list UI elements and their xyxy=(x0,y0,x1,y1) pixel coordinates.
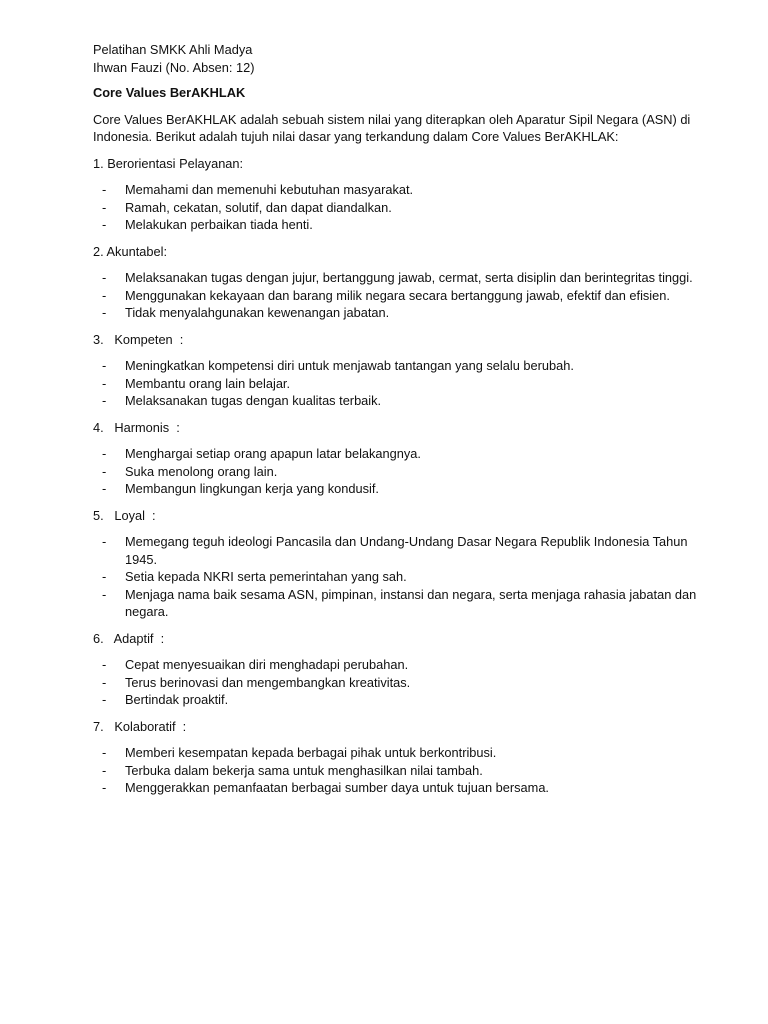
section-heading: 3. Kompeten : xyxy=(93,331,184,347)
value-section xyxy=(93,630,708,709)
value-section xyxy=(93,243,708,322)
value-section xyxy=(93,507,708,621)
list-item-text: Membantu orang lain belajar. xyxy=(125,375,291,391)
values-list xyxy=(93,155,708,797)
author-line: Ihwan Fauzi (No. Absen: 12) xyxy=(93,59,255,75)
list-item-text: Suka menolong orang lain. xyxy=(125,463,278,479)
bullet-dash: - xyxy=(102,446,107,461)
list-item-text: Menghargai setiap orang apapun latar belakangnya. xyxy=(125,446,421,461)
list-item-text: Melakukan perbaikan tiada henti. xyxy=(125,217,313,232)
bullet-dash: - xyxy=(102,586,107,602)
bullet-dash: - xyxy=(102,569,107,584)
bullet-dash: - xyxy=(102,674,107,690)
value-section xyxy=(93,331,708,410)
list-item-text: Cepat menyesuaikan diri menghadapi perubahan. xyxy=(125,657,409,672)
bullet-dash: - xyxy=(102,692,107,707)
bullet-dash: - xyxy=(102,463,107,479)
section-heading: 1. Berorientasi Pelayanan: xyxy=(93,155,244,171)
list-item xyxy=(93,568,708,586)
list-item xyxy=(93,199,708,217)
bullet-dash: - xyxy=(102,217,107,232)
list-item-text: Memahami dan memenuhi kebutuhan masyarakat. xyxy=(125,182,414,197)
list-item xyxy=(93,656,708,674)
list-item xyxy=(93,586,708,621)
bullet-dash: - xyxy=(102,762,107,778)
list-item-text: Melaksanakan tugas dengan jujur, bertanggung jawab, cermat, serta disiplin dan berintegritas tinggi. xyxy=(125,270,693,285)
list-item-text: Melaksanakan tugas dengan kualitas terbaik. xyxy=(125,393,382,408)
list-item xyxy=(93,691,708,709)
bullet-dash: - xyxy=(102,182,107,197)
bullet-dash: - xyxy=(102,287,107,303)
value-section xyxy=(93,419,708,498)
list-item xyxy=(93,779,708,797)
section-heading: 6. Adaptif : xyxy=(93,630,165,646)
section-heading: 5. Loyal : xyxy=(93,507,156,523)
bullet-list xyxy=(93,357,708,410)
bullet-dash: - xyxy=(102,393,107,408)
document-header xyxy=(93,41,708,76)
bullet-list xyxy=(93,656,708,709)
bullet-dash: - xyxy=(102,657,107,672)
document-title: Core Values BerAKHLAK xyxy=(93,85,246,100)
bullet-dash: - xyxy=(102,270,107,285)
list-item xyxy=(93,762,708,780)
bullet-dash: - xyxy=(102,745,107,760)
bullet-dash: - xyxy=(102,305,107,320)
bullet-dash: - xyxy=(102,199,107,215)
list-item xyxy=(93,445,708,463)
section-heading: 2. Akuntabel: xyxy=(93,243,167,259)
list-item-text: Menggerakkan pemanfaatan berbagai sumber daya untuk tujuan bersama. xyxy=(125,780,549,795)
list-item-text: Menjaga nama baik sesama ASN, pimpinan, instansi dan negara, serta menjaga rahasia jabatan dan negara. xyxy=(125,586,697,619)
bullet-list xyxy=(93,181,708,234)
bullet-list xyxy=(93,744,708,797)
bullet-dash: - xyxy=(102,375,107,391)
list-item-text: Terus berinovasi dan mengembangkan kreativitas. xyxy=(125,674,411,690)
list-item xyxy=(93,674,708,692)
list-item-text: Meningkatkan kompetensi diri untuk menjawab tantangan yang selalu berubah. xyxy=(125,358,574,373)
list-item-text: Terbuka dalam bekerja sama untuk menghasilkan nilai tambah. xyxy=(125,762,483,778)
list-item-text: Bertindak proaktif. xyxy=(125,692,229,707)
bullet-list xyxy=(93,533,708,621)
value-section xyxy=(93,718,708,797)
list-item-text: Memberi kesempatan kepada berbagai pihak untuk berkontribusi. xyxy=(125,745,497,760)
list-item xyxy=(93,533,708,568)
list-item-text: Menggunakan kekayaan dan barang milik negara secara bertanggung jawab, efektif dan efisien. xyxy=(125,287,670,303)
list-item-text: Memegang teguh ideologi Pancasila dan Undang-Undang Dasar Negara Republik Indonesia Tahun 1945. xyxy=(125,534,688,567)
bullet-list xyxy=(93,269,708,322)
list-item-text: Setia kepada NKRI serta pemerintahan yang sah. xyxy=(125,569,407,584)
list-item xyxy=(93,744,708,762)
list-item xyxy=(93,269,708,287)
list-item xyxy=(93,304,708,322)
list-item xyxy=(93,463,708,481)
bullet-dash: - xyxy=(102,534,107,549)
section-heading: 7. Kolaboratif : xyxy=(93,718,187,734)
list-item-text: Membangun lingkungan kerja yang kondusif. xyxy=(125,481,379,496)
list-item-text: Ramah, cekatan, solutif, dan dapat diandalkan. xyxy=(125,199,392,215)
list-item xyxy=(93,181,708,199)
list-item xyxy=(93,357,708,375)
list-item xyxy=(93,392,708,410)
intro-paragraph: Core Values BerAKHLAK adalah sebuah sistem nilai yang diterapkan oleh Aparatur Sipil Negara (ASN) di Indonesia. Berikut adalah tujuh nilai dasar yang terkandung dalam Core Values BerAKHLAK: xyxy=(93,111,691,144)
bullet-dash: - xyxy=(102,780,107,795)
bullet-list xyxy=(93,445,708,498)
list-item xyxy=(93,375,708,393)
value-section xyxy=(93,155,708,234)
list-item-text: Tidak menyalahgunakan kewenangan jabatan. xyxy=(125,305,390,320)
list-item xyxy=(93,216,708,234)
course-name: Pelatihan SMKK Ahli Madya xyxy=(93,42,253,57)
list-item xyxy=(93,287,708,305)
bullet-dash: - xyxy=(102,481,107,496)
section-heading: 4. Harmonis : xyxy=(93,419,180,435)
bullet-dash: - xyxy=(102,358,107,373)
list-item xyxy=(93,480,708,498)
